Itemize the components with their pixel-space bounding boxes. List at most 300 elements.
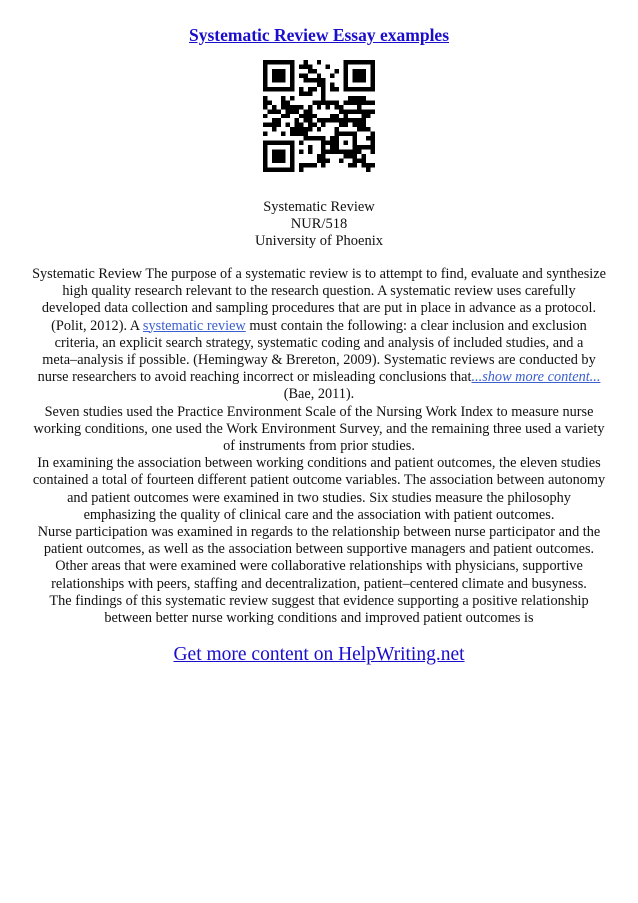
qr-module <box>299 87 303 91</box>
heading-course: NUR/518 <box>290 216 348 232</box>
body-line: working conditions, one used the Work Environment Survey, and the remaining three used a variety <box>33 420 605 437</box>
qr-module <box>267 109 271 113</box>
qr-module <box>335 141 339 145</box>
qr-module <box>348 150 352 154</box>
qr-module <box>308 145 312 149</box>
qr-module <box>362 109 366 113</box>
qr-module <box>317 60 321 64</box>
qr-module <box>344 123 348 127</box>
qr-module <box>344 73 348 77</box>
qr-module <box>290 82 294 86</box>
qr-module <box>317 100 321 104</box>
qr-module <box>317 118 321 122</box>
body-line: Systematic Review The purpose of a systematic review is to attempt to find, evaluate and synthesize <box>32 266 606 282</box>
qr-module <box>285 109 289 113</box>
qr-module <box>281 87 285 91</box>
qr-module <box>308 87 312 91</box>
qr-module <box>344 114 348 118</box>
qr-module <box>362 96 366 100</box>
qr-module <box>330 141 334 145</box>
qr-module <box>353 163 357 167</box>
qr-module <box>276 159 280 163</box>
qr-module <box>348 154 352 158</box>
qr-module <box>272 78 276 82</box>
qr-module <box>335 145 339 149</box>
qr-module <box>321 145 325 149</box>
show-more-link[interactable]: ...show more content... <box>471 369 601 386</box>
qr-module <box>308 118 312 122</box>
qr-module <box>312 87 316 91</box>
qr-module <box>308 123 312 127</box>
qr-module <box>371 87 375 91</box>
qr-module <box>362 73 366 77</box>
body-line: patient outcomes, as well as the association between supportive managers and patient outcomes. <box>43 541 595 558</box>
qr-code-icon <box>263 60 375 172</box>
qr-module <box>330 114 334 118</box>
page-title[interactable]: Systematic Review Essay examples <box>188 25 450 45</box>
qr-module <box>371 145 375 149</box>
qr-module <box>276 69 280 73</box>
body-line: (Bae, 2011). <box>283 386 355 403</box>
qr-module <box>353 100 357 104</box>
qr-module <box>267 87 271 91</box>
qr-module <box>281 69 285 73</box>
qr-module <box>321 141 325 145</box>
qr-module <box>339 150 343 154</box>
qr-module <box>339 109 343 113</box>
qr-module <box>371 82 375 86</box>
qr-module <box>335 105 339 109</box>
qr-module <box>299 123 303 127</box>
qr-module <box>330 145 334 149</box>
qr-module <box>326 105 330 109</box>
qr-module <box>348 96 352 100</box>
qr-module <box>353 109 357 113</box>
qr-module <box>276 168 280 172</box>
qr-module <box>303 163 307 167</box>
body-line <box>6 318 632 335</box>
qr-module <box>276 78 280 82</box>
qr-module <box>263 150 267 154</box>
qr-module <box>371 60 375 64</box>
body-line: Nurse participation was examined in regards to the relationship between nurse participator and the <box>37 524 601 541</box>
qr-module <box>335 114 339 118</box>
get-more-content-link[interactable]: Get more content on HelpWriting.net <box>173 644 465 665</box>
qr-module <box>357 159 361 163</box>
qr-module <box>294 132 298 136</box>
qr-module <box>312 100 316 104</box>
body-line: Seven studies used the Practice Environment Scale of the Nursing Work Index to measure nurse <box>44 403 594 420</box>
qr-module <box>285 168 289 172</box>
qr-module <box>371 69 375 73</box>
qr-module <box>362 100 366 104</box>
qr-module <box>344 60 348 64</box>
qr-module <box>303 73 307 77</box>
qr-module <box>294 109 298 113</box>
qr-module <box>281 78 285 82</box>
qr-module <box>285 100 289 104</box>
qr-module <box>366 168 370 172</box>
qr-module <box>357 145 361 149</box>
qr-module <box>362 163 366 167</box>
qr-module <box>290 69 294 73</box>
qr-module <box>335 100 339 104</box>
qr-module <box>303 132 307 136</box>
body-line: In examining the association between working conditions and patient outcomes, the eleven studies <box>37 455 601 472</box>
qr-module <box>303 91 307 95</box>
qr-module <box>357 118 361 122</box>
qr-module <box>335 118 339 122</box>
qr-module <box>276 141 280 145</box>
qr-module <box>353 73 357 77</box>
qr-module <box>339 159 343 163</box>
qr-module <box>317 136 321 140</box>
qr-module <box>371 163 375 167</box>
body-line: criteria, an explicit search strategy, systematic coding and analysis of included studies, and a <box>54 334 584 351</box>
qr-module <box>357 109 361 113</box>
qr-module <box>330 82 334 86</box>
body-line: of instruments from prior studies. <box>223 438 415 455</box>
body-line: meta–analysis if possible. (Hemingway & Brereton, 2009). Systematic reviews are conducted by <box>42 352 596 369</box>
qr-module <box>303 118 307 122</box>
qr-module <box>299 150 303 154</box>
body-line: and patient outcomes were examined in two studies. Six studies measure the philosophy <box>67 489 571 506</box>
qr-module <box>263 100 267 104</box>
qr-module <box>344 118 348 122</box>
qr-module <box>321 91 325 95</box>
qr-module <box>317 127 321 131</box>
qr-module <box>357 123 361 127</box>
qr-module <box>285 87 289 91</box>
qr-module <box>267 100 271 104</box>
body-line: The findings of this systematic review suggest that evidence supporting a positive relationship <box>49 592 589 609</box>
qr-module <box>321 154 325 158</box>
qr-module <box>299 91 303 95</box>
qr-module <box>299 168 303 172</box>
qr-module <box>299 73 303 77</box>
qr-module <box>335 150 339 154</box>
qr-module <box>371 150 375 154</box>
qr-module <box>348 132 352 136</box>
qr-module <box>285 60 289 64</box>
qr-module <box>281 141 285 145</box>
qr-module <box>362 78 366 82</box>
qr-module <box>321 78 325 82</box>
qr-module <box>308 127 312 131</box>
qr-module <box>263 82 267 86</box>
qr-module <box>276 154 280 158</box>
qr-code-graphic <box>263 60 375 172</box>
qr-module <box>263 87 267 91</box>
qr-module <box>281 154 285 158</box>
qr-module <box>362 127 366 131</box>
qr-module <box>308 109 312 113</box>
qr-module <box>371 141 375 145</box>
qr-module <box>290 159 294 163</box>
qr-module <box>276 87 280 91</box>
qr-module <box>362 159 366 163</box>
qr-module <box>290 132 294 136</box>
qr-module <box>263 69 267 73</box>
qr-module <box>272 109 276 113</box>
qr-module <box>290 145 294 149</box>
qr-module <box>339 118 343 122</box>
qr-module <box>348 60 352 64</box>
qr-module <box>276 150 280 154</box>
qr-module <box>357 127 361 131</box>
qr-module <box>344 150 348 154</box>
body-text: nurse researchers to avoid reaching incorrect or misleading conclusions that <box>37 369 472 386</box>
qr-module <box>362 60 366 64</box>
qr-module <box>308 114 312 118</box>
qr-module <box>371 78 375 82</box>
qr-module <box>371 109 375 113</box>
qr-module <box>299 163 303 167</box>
qr-module <box>326 141 330 145</box>
qr-module <box>353 136 357 140</box>
qr-module <box>366 114 370 118</box>
qr-module <box>344 87 348 91</box>
qr-module <box>330 118 334 122</box>
qr-module <box>308 150 312 154</box>
qr-module <box>344 141 348 145</box>
qr-module <box>344 132 348 136</box>
qr-module <box>276 118 280 122</box>
body-text: must contain the following: a clear inclusion and exclusion <box>245 317 587 334</box>
qr-module <box>290 64 294 68</box>
qr-module <box>272 141 276 145</box>
qr-module <box>348 87 352 91</box>
qr-module <box>312 136 316 140</box>
qr-module <box>353 150 357 154</box>
body-line: Other areas that were examined were collaborative relationships with physicians, supportive <box>55 558 583 575</box>
qr-module <box>312 163 316 167</box>
qr-module <box>290 78 294 82</box>
qr-module <box>330 87 334 91</box>
qr-module <box>308 69 312 73</box>
qr-module <box>362 118 366 122</box>
qr-module <box>312 114 316 118</box>
qr-module <box>353 141 357 145</box>
qr-module <box>357 96 361 100</box>
qr-module <box>281 159 285 163</box>
qr-module <box>281 60 285 64</box>
qr-module <box>263 145 267 149</box>
essay-heading <box>0 199 638 250</box>
body-line: relationships with peers, staffing and decentralization, patient–centered climate and busyness. <box>51 575 587 592</box>
qr-module <box>290 141 294 145</box>
qr-module <box>272 73 276 77</box>
qr-module <box>326 64 330 68</box>
qr-module <box>303 78 307 82</box>
qr-module <box>344 78 348 82</box>
qr-module <box>303 109 307 113</box>
qr-module <box>303 64 307 68</box>
qr-module <box>272 127 276 131</box>
qr-module <box>294 127 298 131</box>
qr-module <box>321 163 325 167</box>
qr-module <box>362 87 366 91</box>
essay-body <box>6 266 632 627</box>
qr-module <box>321 96 325 100</box>
qr-module <box>362 145 366 149</box>
body-line: emphasizing the quality of clinical care and the association with patient outcomes. <box>83 506 555 523</box>
qr-module <box>335 132 339 136</box>
qr-module <box>263 159 267 163</box>
qr-module <box>308 136 312 140</box>
qr-module <box>263 114 267 118</box>
qr-module <box>263 64 267 68</box>
qr-module <box>353 145 357 149</box>
qr-module <box>281 168 285 172</box>
qr-module <box>276 60 280 64</box>
qr-module <box>294 105 298 109</box>
qr-module <box>272 159 276 163</box>
qr-module <box>321 159 325 163</box>
qr-module <box>312 78 316 82</box>
qr-module <box>366 145 370 149</box>
qr-module <box>348 163 352 167</box>
qr-module <box>344 82 348 86</box>
qr-module <box>281 114 285 118</box>
qr-module <box>272 123 276 127</box>
qr-module <box>267 141 271 145</box>
qr-module <box>330 136 334 140</box>
qr-module <box>348 118 352 122</box>
qr-module <box>290 150 294 154</box>
qr-module <box>335 127 339 131</box>
qr-module <box>348 109 352 113</box>
qr-module <box>321 150 325 154</box>
qr-module <box>308 105 312 109</box>
qr-module <box>344 154 348 158</box>
qr-module <box>263 105 267 109</box>
qr-module <box>263 78 267 82</box>
qr-module <box>366 100 370 104</box>
qr-module <box>312 69 316 73</box>
body-line: developed data collection and sampling procedures that are put in place in advance as a protocol. <box>41 300 597 317</box>
systematic-review-link[interactable]: systematic review <box>142 317 246 334</box>
qr-module <box>330 150 334 154</box>
qr-module <box>330 100 334 104</box>
qr-module <box>303 136 307 140</box>
qr-module <box>353 159 357 163</box>
qr-module <box>285 141 289 145</box>
qr-module <box>303 60 307 64</box>
qr-module <box>267 168 271 172</box>
qr-module <box>272 69 276 73</box>
qr-module <box>353 78 357 82</box>
qr-module <box>263 154 267 158</box>
qr-module <box>272 60 276 64</box>
qr-module <box>321 100 325 104</box>
qr-module <box>299 64 303 68</box>
qr-module <box>272 154 276 158</box>
qr-module <box>285 105 289 109</box>
qr-module <box>371 100 375 104</box>
qr-module <box>353 118 357 122</box>
body-text: (Polit, 2012). A <box>51 317 143 334</box>
qr-module <box>353 96 357 100</box>
qr-module <box>267 60 271 64</box>
body-line <box>6 369 632 386</box>
qr-module <box>357 60 361 64</box>
body-line: contained a total of fourteen different patient outcome variables. The association between autonomy <box>32 472 606 489</box>
heading-institution: University of Phoenix <box>254 233 384 249</box>
qr-module <box>290 96 294 100</box>
qr-module <box>366 109 370 113</box>
qr-module <box>362 123 366 127</box>
qr-module <box>281 100 285 104</box>
qr-module <box>263 132 267 136</box>
qr-module <box>357 73 361 77</box>
qr-module <box>362 69 366 73</box>
qr-module <box>290 163 294 167</box>
qr-module <box>326 159 330 163</box>
qr-module <box>339 132 343 136</box>
qr-module <box>263 96 267 100</box>
qr-module <box>299 132 303 136</box>
qr-module <box>339 105 343 109</box>
qr-module <box>321 136 325 140</box>
qr-module <box>308 163 312 167</box>
qr-module <box>344 109 348 113</box>
qr-module <box>299 141 303 145</box>
qr-module <box>290 73 294 77</box>
qr-module <box>357 105 361 109</box>
qr-module <box>317 82 321 86</box>
qr-module <box>281 105 285 109</box>
qr-module <box>290 154 294 158</box>
qr-module <box>348 100 352 104</box>
qr-module <box>353 123 357 127</box>
qr-module <box>357 69 361 73</box>
qr-module <box>335 87 339 91</box>
qr-module <box>308 91 312 95</box>
qr-module <box>263 73 267 77</box>
heading-title: Systematic Review <box>263 199 375 215</box>
qr-module <box>317 159 321 163</box>
qr-module <box>267 123 271 127</box>
qr-module <box>263 123 267 127</box>
qr-module <box>263 141 267 145</box>
qr-module <box>371 73 375 77</box>
qr-module <box>276 73 280 77</box>
qr-module <box>353 154 357 158</box>
qr-module <box>290 168 294 172</box>
qr-module <box>272 105 276 109</box>
qr-module <box>353 69 357 73</box>
qr-module <box>317 73 321 77</box>
qr-module <box>321 123 325 127</box>
qr-module <box>357 100 361 104</box>
qr-module <box>371 136 375 140</box>
qr-module <box>290 109 294 113</box>
qr-module <box>290 105 294 109</box>
qr-module <box>317 78 321 82</box>
qr-module <box>317 154 321 158</box>
qr-module <box>353 87 357 91</box>
qr-module <box>272 87 276 91</box>
qr-module <box>276 123 280 127</box>
body-line: between better nurse working conditions and improved patient outcomes is <box>104 610 534 627</box>
qr-module <box>281 73 285 77</box>
qr-module <box>290 60 294 64</box>
qr-module <box>299 114 303 118</box>
qr-module <box>371 132 375 136</box>
qr-module <box>326 118 330 122</box>
qr-module <box>344 69 348 73</box>
